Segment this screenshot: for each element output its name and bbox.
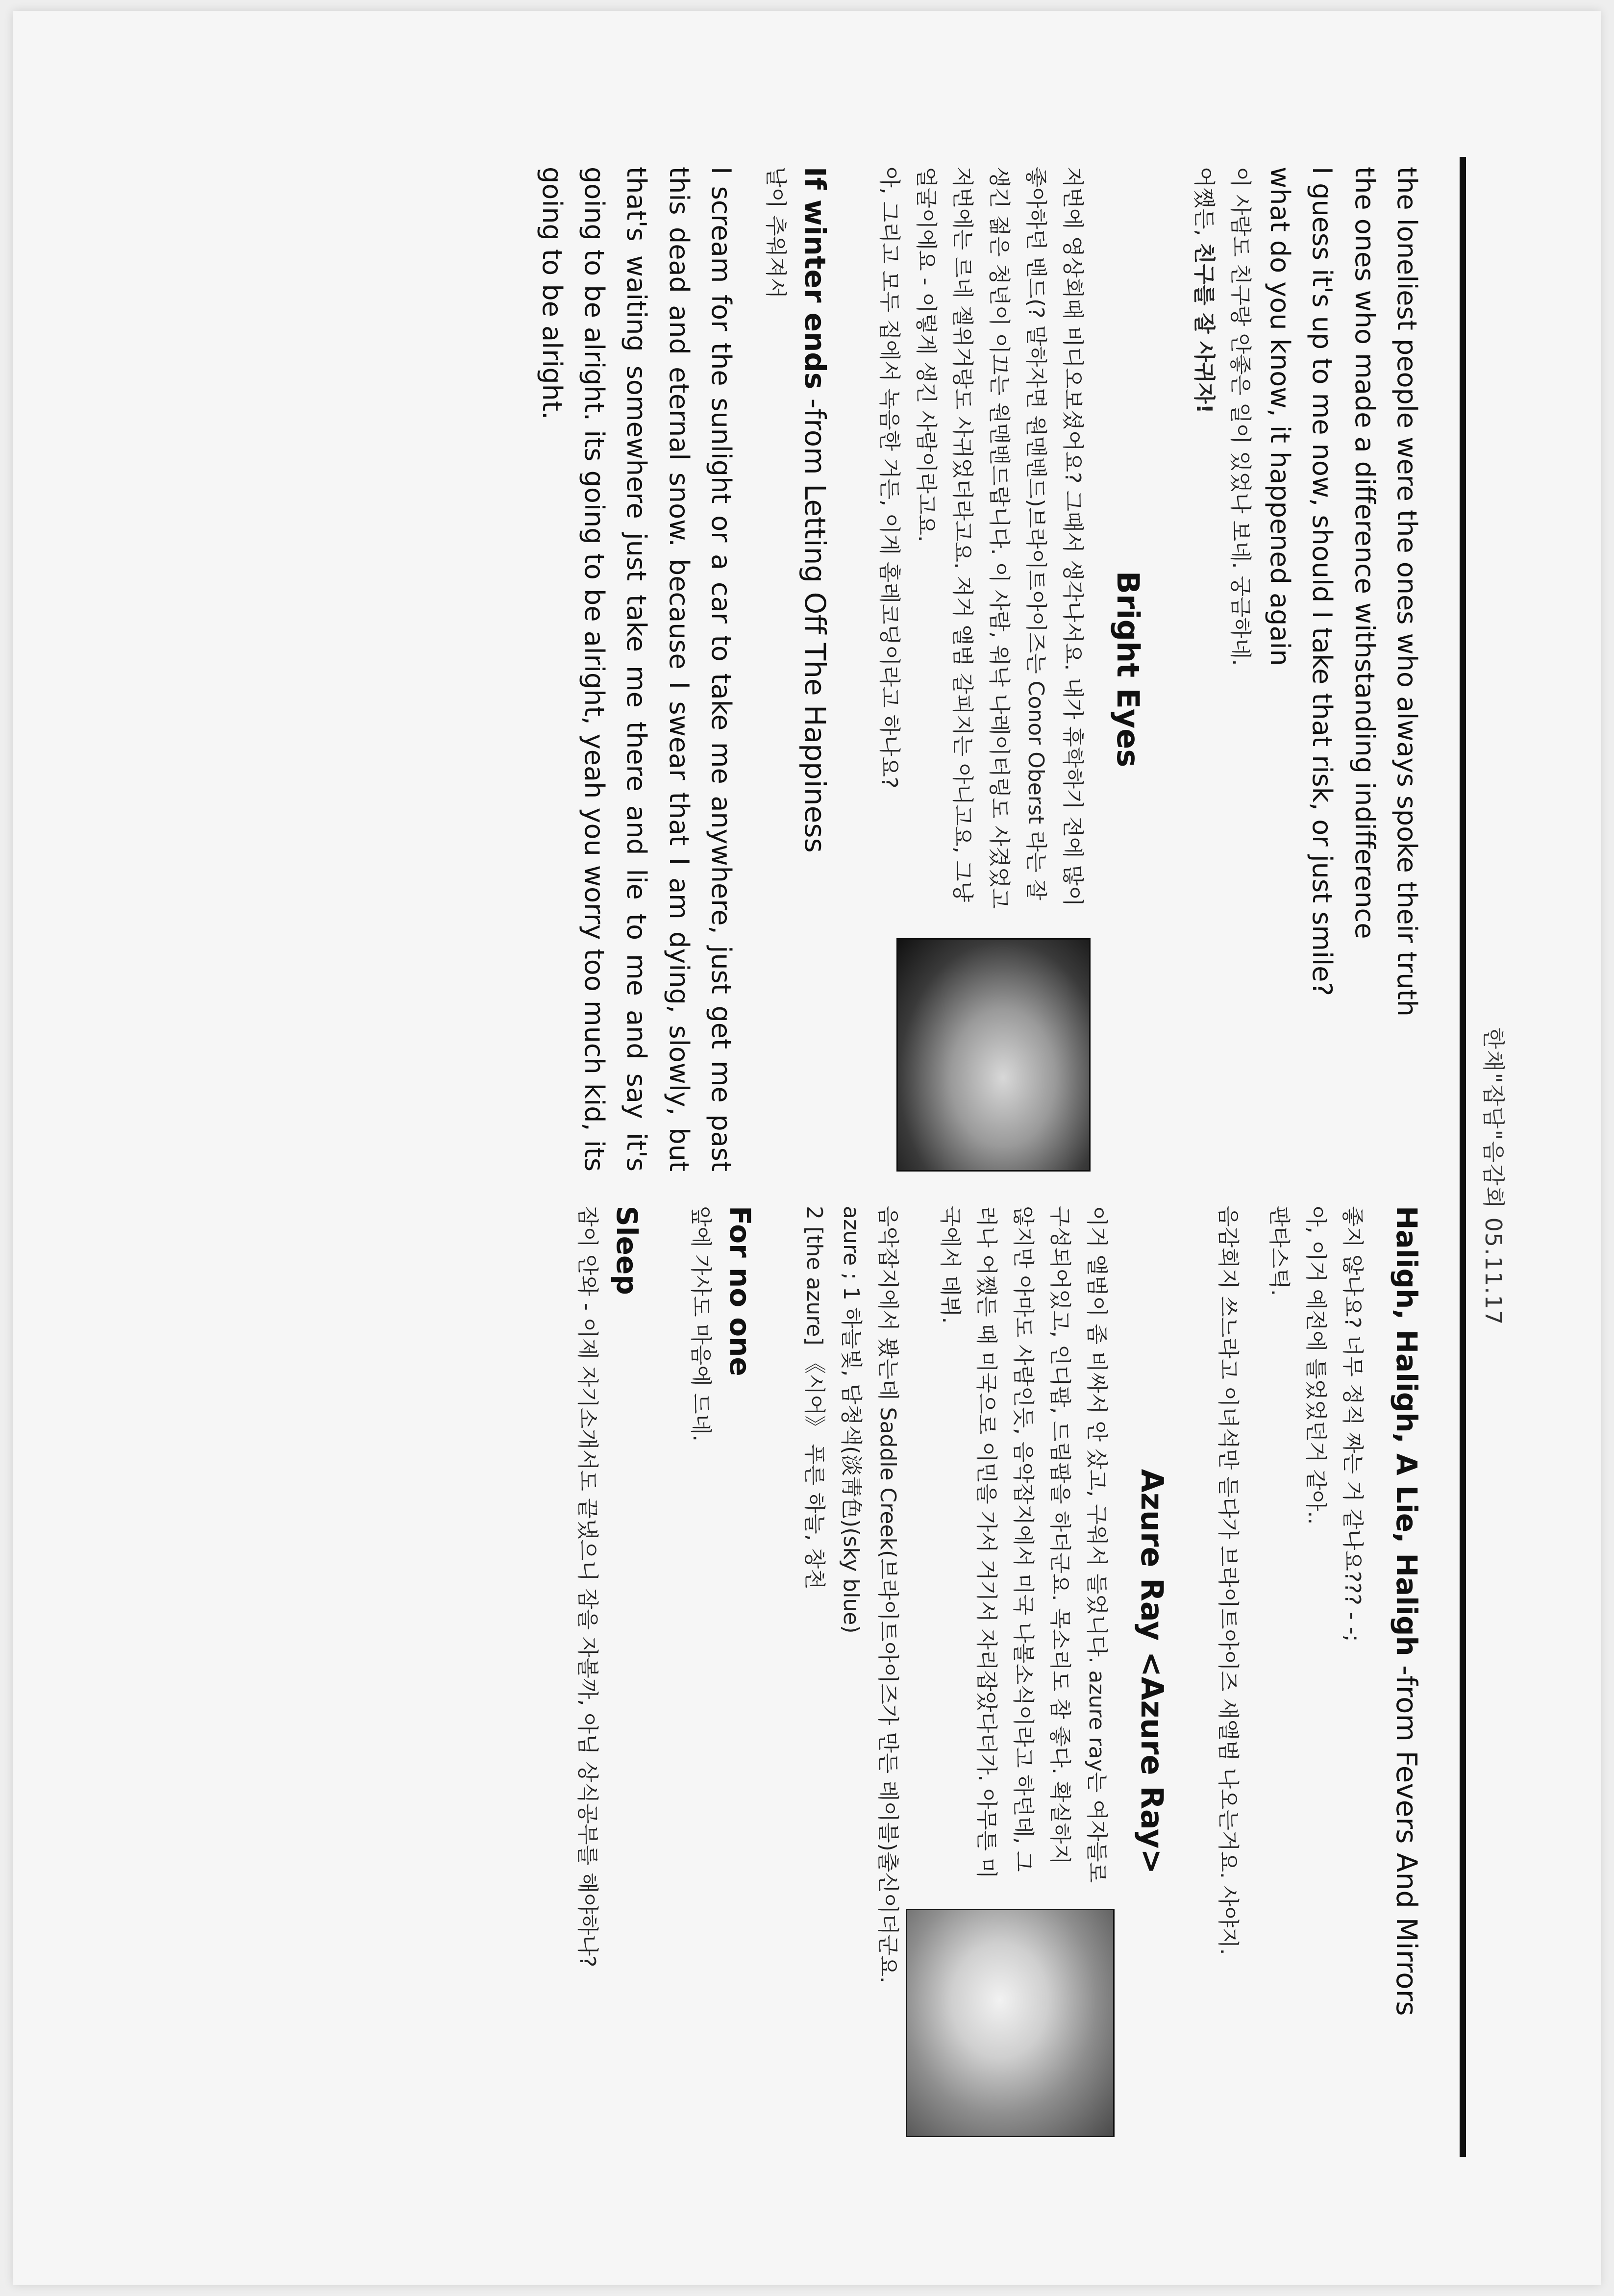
winter-title: If winter ends (798, 167, 832, 390)
azure-ray-text (931, 1206, 1115, 1884)
lyric-line: what do you know, it happened again (1264, 167, 1295, 666)
haligh-comment: 판타스틱. (1266, 1206, 1292, 1297)
azure-definition: 2 [the azure] 《시어》 푸른 하늘, 창천 (802, 1206, 827, 1590)
azure-ray-heading: Azure Ray <Azure Ray> (1134, 1469, 1170, 1874)
azure-definition: azure ; 1 하늘빛, 담청색(淡靑色)(sky blue) (839, 1206, 864, 1634)
haligh-heading (1385, 1206, 1428, 2137)
bright-eyes-photo (896, 938, 1091, 1172)
right-column (569, 1206, 1428, 2137)
lyric-line: I guess it's up to me now, should I take that risk, or just smile? (1307, 167, 1338, 997)
bright-eyes-heading: Bright Eyes (1110, 571, 1146, 768)
azure-ray-photo (906, 1909, 1115, 2137)
winter-source: -from Letting Off The Happiness (798, 389, 832, 853)
winter-comment: 날이 추워져서 (763, 167, 789, 299)
azure-ray-paragraph: 이거 앨범이 좀 비싸서 안 샀고, 구워서 들었니다. azure ray는 여자들로 구성되어있고, 인디팝, 드림팝을 하더군요. 목소리도 참 좋다. 확실하지 않지만 아마도 사람인듯, 음악잡지에서 미국 나볼소식이라고 하던데, 그러나 어쨌든 때 미국으로 이민을 가서 거기서 자리잡았다더가. 아무튼 미국에서 데뷔. (937, 1206, 1109, 1883)
haligh-comment: 음감회지 쓰느라고 이녀석만 듣다가 브라이트아이즈 새앨범 나오는거요. 사야지. (1215, 1206, 1241, 1955)
left-column (530, 167, 1428, 1172)
bright-eyes-paragraph: 아, 그리고 모두 집에서 녹음한 거든, 이게 홈레코딩이라고 하나요? (876, 167, 902, 789)
azure-ray-paragraph: 음악잡지에서 봤는데 Saddle Creek(브라이트아이즈가 만든 레이블)출신이더군요. (875, 1206, 900, 1983)
haligh-comment: 좋지 않나요? 너무 정직 짜는 거 같나요??? - -; (1340, 1206, 1365, 1642)
sleep-comment: 잠이 안와 - 이제 자기소개서도 끝냈으니 잠을 자볼까, 아님 상식공부를 해야하나? (574, 1206, 600, 1968)
bright-eyes-paragraph: 저번에 영상회때 비디오보셨어요? 그때서 생각나서요. 내가 휴학하기 전에 많이 좋아하던 밴드(? 말하자면 원맨밴드)브라이트아이즈는 Conor Oberst 라는 잘생긴 젊은 청년이 이끄는 원맨밴드랍니다. 이 사람, 워낙 나레이터링도 사겼었고 저번에는 르네 젤위거랑도 사귀었더라고요. 저거 앨범 갈피지는 아니고요, 그냥 얼굴이에요 - 이렇게 생긴 사람이라고요. (913, 167, 1085, 909)
azure-ray-section (906, 1206, 1115, 2137)
header-rule (1460, 157, 1466, 2157)
haligh-comment: 아, 이거 예전에 틀었었던거 같아.. (1303, 1206, 1329, 1525)
bright-eyes-text (870, 167, 1091, 914)
comment-line (1185, 167, 1222, 1172)
page-header: 한채"잡담"음감회 05.11.17 (1480, 1027, 1507, 1326)
comment-normal: 어쨌든, (1191, 167, 1217, 243)
for-no-one-heading: For no one (723, 1206, 757, 1376)
haligh-title: Haligh, Haligh, A Lie, Haligh (1390, 1206, 1423, 1656)
bright-eyes-section (870, 167, 1091, 1172)
sleep-heading: Sleep (610, 1206, 644, 1295)
for-no-one-comment: 앞에 가사도 마음에 드네. (688, 1206, 714, 1442)
comment-bold: 친구를 잘 사귀자! (1191, 243, 1217, 414)
lyric-line: the ones who made a difference withstanding indifference (1349, 167, 1380, 939)
comment-line: 이 사람도 친구랑 안좋은 일이 있었나 보네. 궁금하네. (1228, 167, 1253, 666)
lyric-line: the loneliest people were the ones who always spoke their truth (1391, 167, 1422, 1017)
winter-lyrics: I scream for the sunlight or a car to take me anywhere, just get me past this dead and eternal snow. because I swear that I am dying, slowly, but that's waiting somewhere just take me there and lie to me and say it's going to be alright. its going to be alright, yeah you worry too much kid, its going to be alright. (536, 167, 737, 1172)
haligh-source: -from Fevers And Mirrors (1390, 1656, 1423, 2016)
winter-heading (794, 167, 836, 1172)
